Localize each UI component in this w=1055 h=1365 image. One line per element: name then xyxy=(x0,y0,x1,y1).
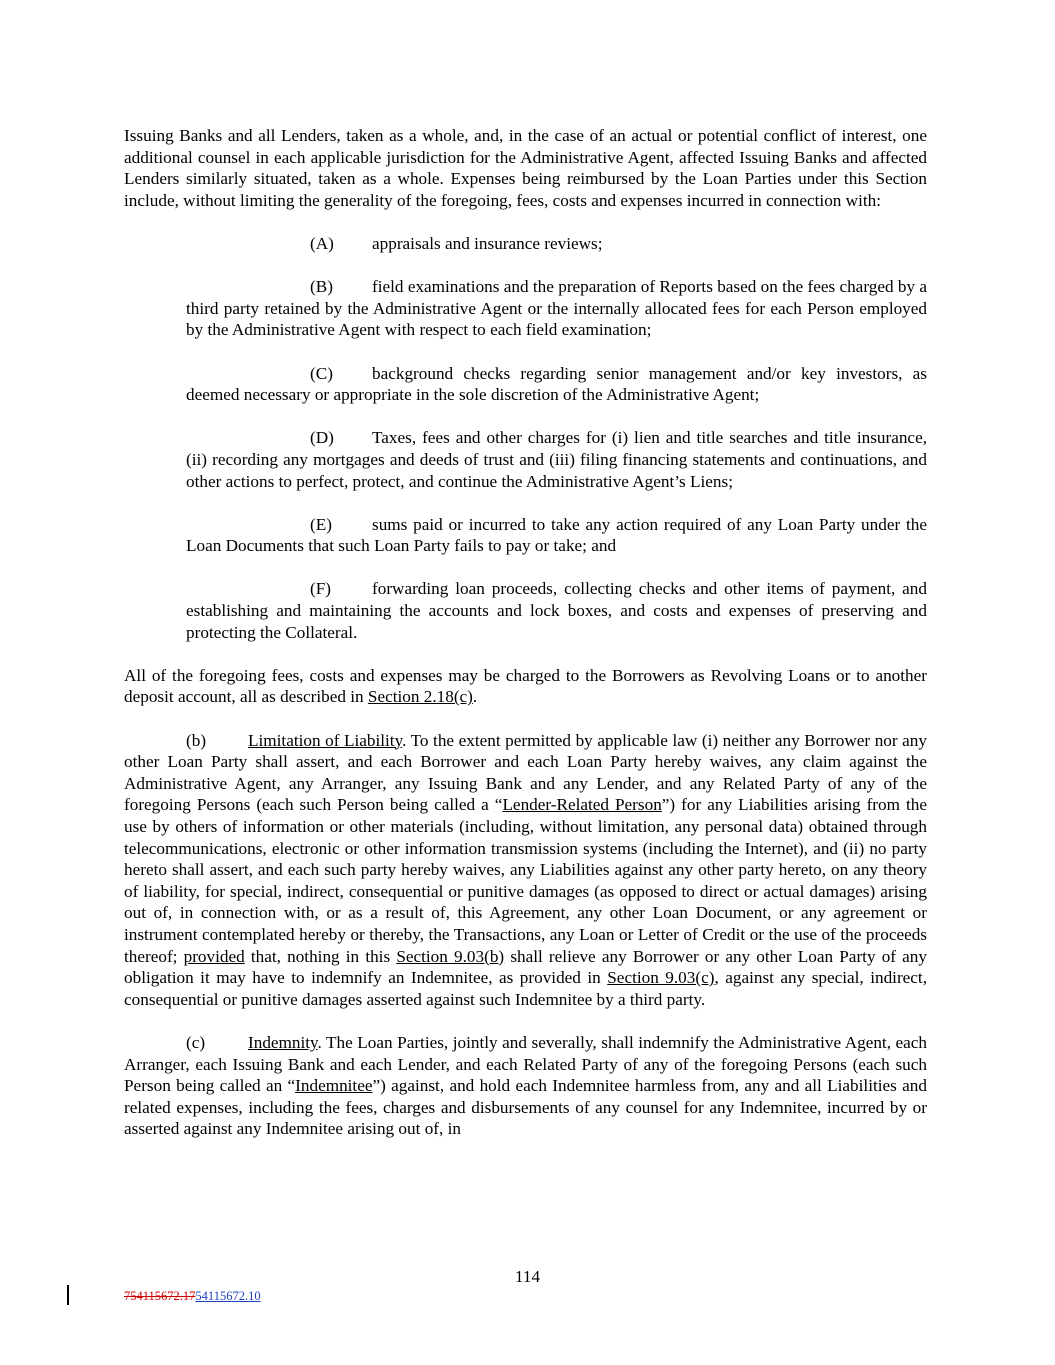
section-b-text-4: shall relieve any Borrower or any other Loan Party of any obligation it may have to indemnify an Indemnitee, as provided in xyxy=(124,946,927,988)
section-c-title: Indemnity xyxy=(248,1032,318,1052)
document-body xyxy=(124,125,927,1140)
section-b-text-3: that, nothing in this xyxy=(244,946,397,966)
item-text: appraisals and insurance reviews; xyxy=(372,233,603,253)
section-c-paragraph xyxy=(124,1032,927,1140)
item-label: (E) xyxy=(310,514,332,534)
document-id-deleted: 754115672.17 xyxy=(124,1289,196,1303)
item-text: background checks regarding senior management and/or key investors, as deemed necessary or appropriate in the sole discretion of the Administrative Agent; xyxy=(186,363,927,405)
item-c xyxy=(186,363,927,406)
section-b-title: Limitation of Liability xyxy=(248,730,403,750)
item-text: forwarding loan proceeds, collecting checks and other items of payment, and establishing and maintaining the accounts and lock boxes, and costs and expenses of preserving and protecting the Collateral. xyxy=(186,579,927,642)
section-b-paragraph xyxy=(124,730,927,1011)
item-f xyxy=(186,578,927,643)
section-ref-9-03b: Section 9.03(b) xyxy=(396,946,505,966)
change-bar xyxy=(67,1285,69,1305)
section-ref-9-03c: Section 9.03(c) xyxy=(607,968,715,988)
document-id-inserted: 54115672.10 xyxy=(195,1289,261,1303)
section-c-text-2: ”) against, and hold each Indemnitee harmless from, any and all Liabilities and related expenses, including the fees, charges and disbursements of any counsel for any Indemnitee, incurred by or asserted against any Indemnitee arising out of, in xyxy=(124,1076,927,1139)
item-a xyxy=(186,233,927,255)
section-b-text-2: ”) for any Liabilities arising from the use by others of information or other materials (including, without limitation, any personal data) obtained through telecommunications, electronic or other information transmission systems (including the Internet), and (ii) no party hereto shall assert, and each such party hereby waives, any Liabilities against any other party hereto, on any theory of liability, for special, indirect, consequential or punitive damages (as opposed to direct or actual damages) arising out of, in connection with, or as a result of, this Agreement, any other Loan Document, or any agreement or instrument contemplated hereby or thereby, the Transactions, any Loan or Letter of Credit or the use of the proceeds thereof; xyxy=(124,795,928,966)
intro-paragraph: Issuing Banks and all Lenders, taken as a whole, and, in the case of an actual or potential conflict of interest, one additional counsel in each applicable jurisdiction for the Administrative Agent, affected Issuing Banks and affected Lenders similarly situated, taken as a whole. Expenses being reimbursed by the Loan Parties under this Section include, without limiting the generality of the foregoing, fees, costs and expenses incurred in connection with: xyxy=(124,126,927,210)
section-b-text-5: , against any special, indirect, consequential or punitive damages asserted against such Indemnitee by a third party. xyxy=(124,968,927,1009)
foregoing-end: . xyxy=(472,687,478,707)
item-label: (F) xyxy=(310,579,332,599)
lender-related-person-term: Lender-Related Person xyxy=(502,795,662,815)
item-e xyxy=(186,514,927,557)
item-label: (C) xyxy=(310,363,333,383)
indemnitee-term: Indemnitee xyxy=(295,1076,373,1096)
item-text: Taxes, fees and other charges for (i) lien and title searches and title insurance, (ii) recording any mortgages and deeds of trust and (iii) filing financing statements and continuations, and other actions to perfect, protect, and continue the Administrative Agent’s Liens; xyxy=(186,428,927,491)
document-id xyxy=(124,1289,261,1303)
item-label: (D) xyxy=(310,428,334,448)
item-label: (A) xyxy=(310,233,334,253)
section-b-text-1: . To the extent permitted by applicable law (i) neither any Borrower nor any other Loan Party shall assert, and each Borrower and each Loan Party hereby waives, any claim against the Administrative Agent, any Arranger, any Issuing Bank and any Lender, and any Related Party of any of the foregoing Persons (each such Person being called a “ xyxy=(124,730,927,815)
item-b xyxy=(186,276,927,341)
item-text: sums paid or incurred to take any action required of any Loan Party under the Loan Documents that such Loan Party fails to pay or take; and xyxy=(186,514,927,556)
item-text: field examinations and the preparation of Reports based on the fees charged by a third party retained by the Administrative Agent or the internally allocated fees for each Person employed by the Administrative Agent with respect to each field examination; xyxy=(186,277,927,340)
section-b-label: (b) xyxy=(186,730,207,750)
page-number: 114 xyxy=(514,1267,541,1286)
section-c-label: (c) xyxy=(186,1032,206,1052)
section-ref-2-18c: Section 2.18(c) xyxy=(367,687,473,707)
section-c-text-1: . The Loan Parties, jointly and severally, shall indemnify the Administrative Agent, each Arranger, each Issuing Bank and each Lender, and each Related Party of any of the foregoing Persons (each such Person being called an “ xyxy=(124,1032,927,1096)
item-d xyxy=(186,427,927,492)
item-label: (B) xyxy=(310,277,333,297)
foregoing-text: All of the foregoing fees, costs and expenses may be charged to the Borrowers as Revolving Loans or to another deposit account, all as described in xyxy=(124,665,927,707)
provided-term: provided xyxy=(183,946,245,966)
foregoing-paragraph xyxy=(124,665,927,708)
